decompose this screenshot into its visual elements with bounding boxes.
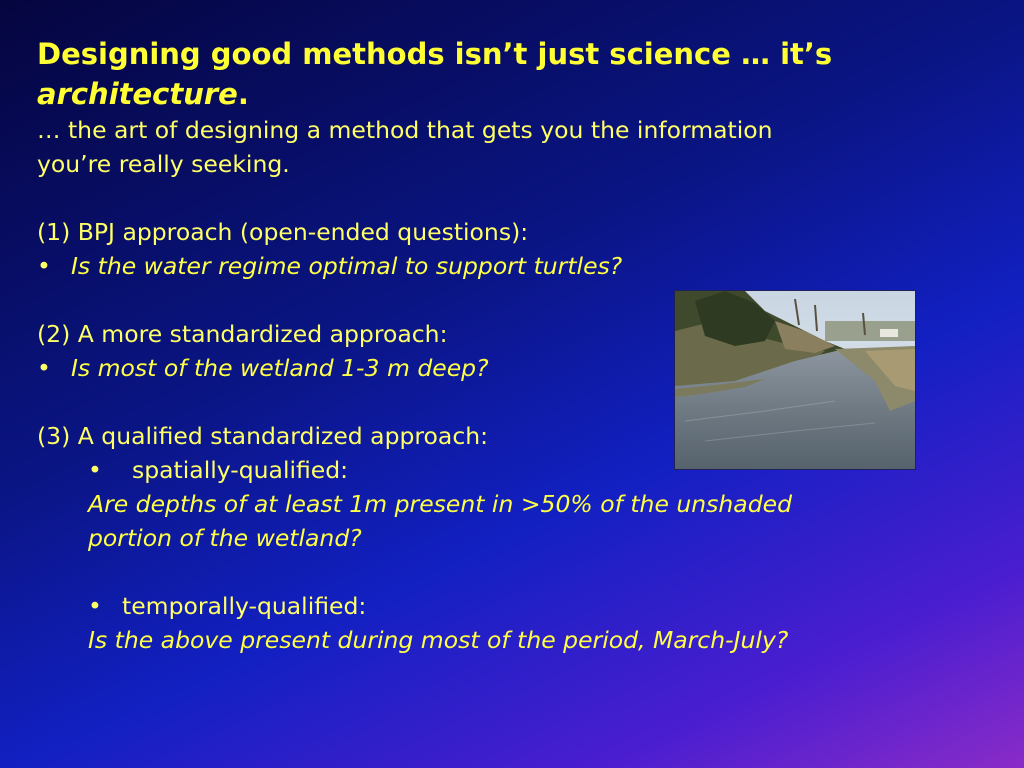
- title-emphasis: architecture: [37, 77, 238, 111]
- temporal-label: temporally-qualified:: [122, 592, 367, 620]
- title-period: .: [237, 77, 249, 111]
- section-1-question: Is the water regime optimal to support turtles?: [71, 252, 623, 280]
- bullet-icon: •: [37, 252, 51, 280]
- subtitle-line-2: you’re really seeking.: [37, 150, 290, 178]
- bullet-icon: •: [88, 456, 102, 484]
- temporal-question: Is the above present during most of the period, March-July?: [88, 626, 789, 654]
- wetland-photo: [674, 290, 916, 470]
- spatial-question-line-2: portion of the wetland?: [88, 524, 362, 552]
- wetland-photo-svg: [675, 291, 915, 469]
- slide-title: [37, 34, 997, 114]
- section-1-heading: (1) BPJ approach (open-ended questions):: [37, 218, 529, 246]
- spatial-label: spatially-qualified:: [132, 456, 349, 484]
- section-2-question: Is most of the wetland 1-3 m deep?: [71, 354, 489, 382]
- section-3-heading: (3) A qualified standardized approach:: [37, 422, 489, 450]
- subtitle-line-1: … the art of designing a method that gets you the information: [37, 116, 773, 144]
- bullet-icon: •: [88, 592, 102, 620]
- spatial-question-line-1: Are depths of at least 1m present in >50% of the unshaded: [88, 490, 792, 518]
- title-line-1: Designing good methods isn’t just science … it’s: [37, 37, 833, 71]
- bullet-icon: •: [37, 354, 51, 382]
- section-2-heading: (2) A more standardized approach:: [37, 320, 448, 348]
- title-line-2: [37, 74, 997, 114]
